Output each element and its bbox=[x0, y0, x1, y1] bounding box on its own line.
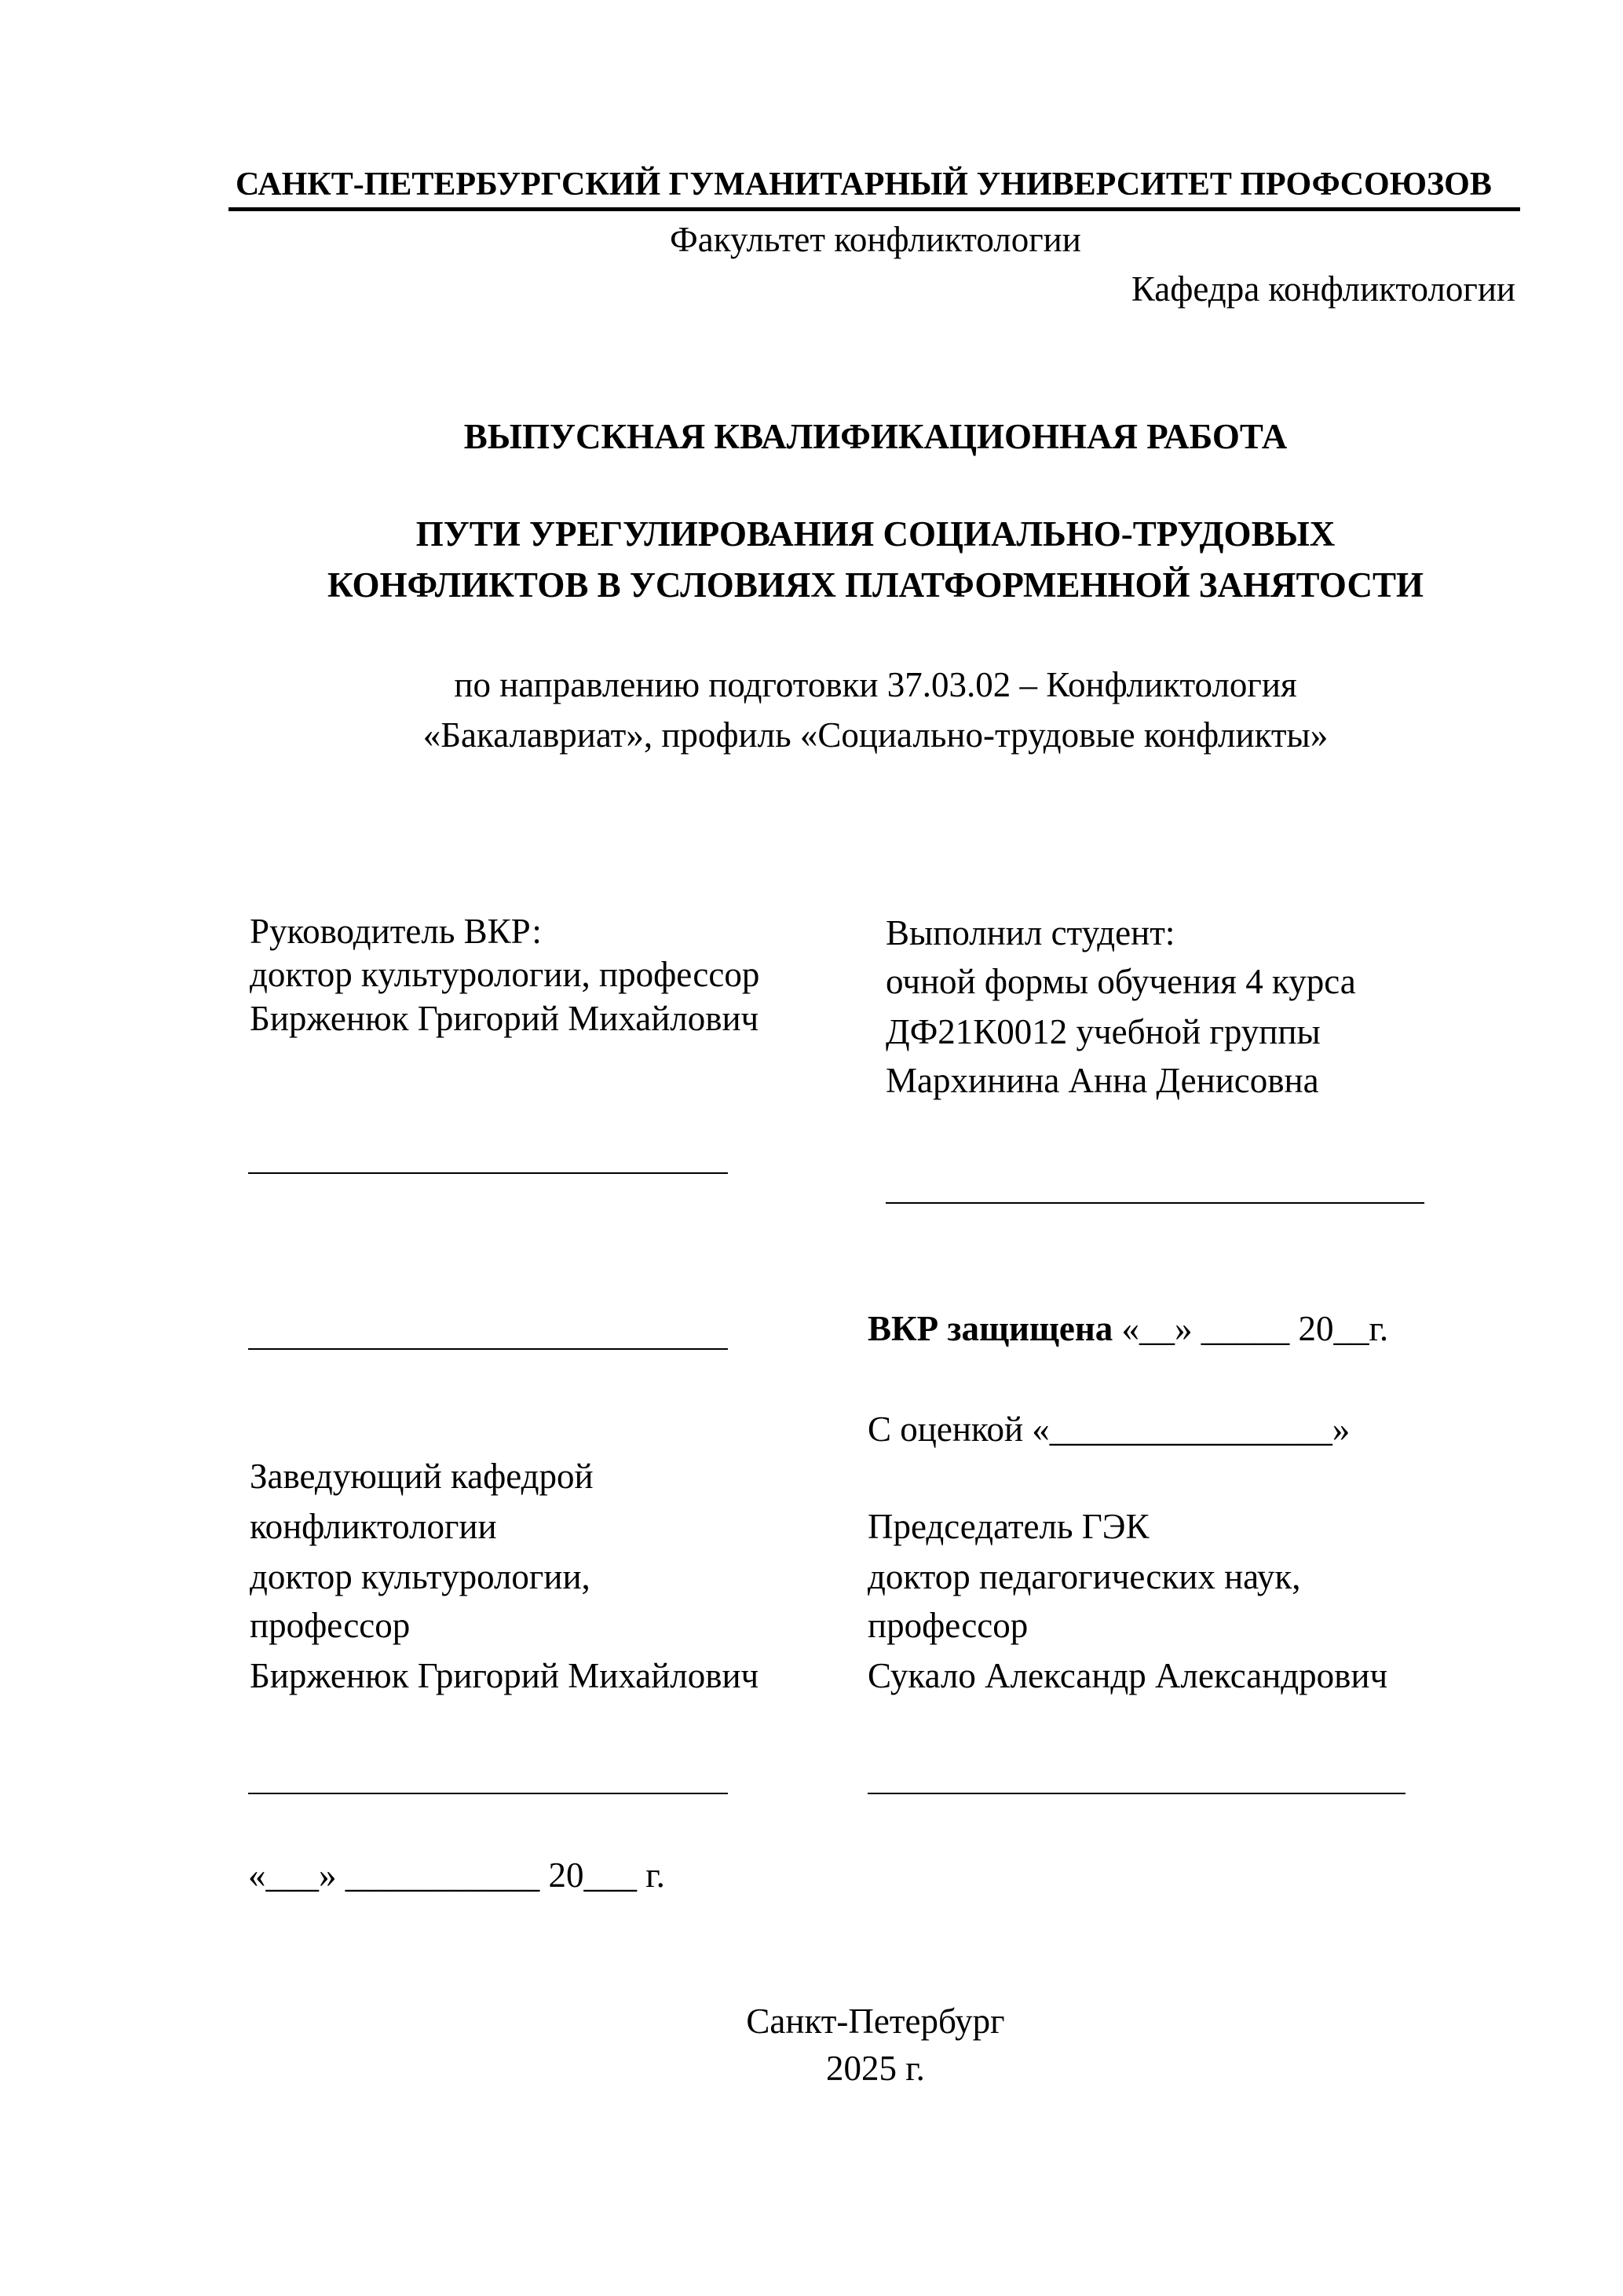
defense-label: ВКР защищена bbox=[868, 1309, 1113, 1348]
chairman-line-2: доктор педагогических наук, bbox=[868, 1557, 1301, 1596]
topic-line-2: КОНФЛИКТОВ В УСЛОВИЯХ ПЛАТФОРМЕННОЙ ЗАНЯТОСТИ bbox=[327, 565, 1424, 605]
head-line-1: Заведующий кафедрой bbox=[250, 1457, 594, 1496]
direction-line-2: «Бакалавриат», профиль «Социально-трудовые конфликты» bbox=[422, 715, 1329, 755]
student-name: Мархинина Анна Денисовна bbox=[886, 1061, 1319, 1100]
student-form: очной формы обучения 4 курса bbox=[886, 962, 1356, 1001]
head-line-2: конфликтологии bbox=[250, 1507, 497, 1546]
defense-grade: С оценкой «________________» bbox=[868, 1409, 1351, 1449]
student-group: ДФ21К0012 учебной группы bbox=[886, 1012, 1321, 1051]
chairman-signature-line bbox=[868, 1793, 1406, 1794]
head-name: Бирженюк Григорий Михайлович bbox=[250, 1656, 759, 1695]
chairman-name: Сукало Александр Александрович bbox=[868, 1656, 1388, 1695]
second-signature-line bbox=[248, 1348, 728, 1350]
direction-line-1: по направлению подготовки 37.03.02 – Конфликтология bbox=[454, 665, 1297, 704]
faculty-name: Факультет конфликтологии bbox=[670, 220, 1081, 259]
footer-year: 2025 г. bbox=[826, 2049, 925, 2088]
supervisor-label: Руководитель ВКР: bbox=[250, 912, 542, 951]
header-rule bbox=[228, 207, 1520, 211]
student-label: Выполнил студент: bbox=[886, 913, 1175, 952]
work-type: ВЫПУСКНАЯ КВАЛИФИКАЦИОННАЯ РАБОТА bbox=[463, 417, 1288, 456]
defense-date bbox=[868, 1305, 1388, 1352]
footer-city: Санкт-Петербург bbox=[746, 2002, 1005, 2041]
head-line-4: профессор bbox=[250, 1606, 411, 1645]
chairman-line-3: профессор bbox=[868, 1606, 1029, 1645]
supervisor-name: Бирженюк Григорий Михайлович bbox=[250, 999, 759, 1038]
supervisor-degree: доктор культурологии, профессор bbox=[250, 955, 760, 994]
student-signature-line bbox=[886, 1202, 1424, 1204]
head-signature-line bbox=[248, 1793, 728, 1794]
date-line: «___» ___________ 20___ г. bbox=[248, 1855, 665, 1895]
chairman-line-1: Председатель ГЭК bbox=[868, 1507, 1150, 1546]
supervisor-signature-line bbox=[248, 1172, 728, 1174]
topic-line-1: ПУТИ УРЕГУЛИРОВАНИЯ СОЦИАЛЬНО-ТРУДОВЫХ bbox=[415, 514, 1336, 554]
defense-date-blank: «__» _____ 20__г. bbox=[1113, 1309, 1389, 1348]
head-line-3: доктор культурологии, bbox=[250, 1557, 590, 1596]
university-name: САНКТ-ПЕТЕРБУРГСКИЙ ГУМАНИТАРНЫЙ УНИВЕРСИТЕТ ПРОФСОЮЗОВ bbox=[236, 166, 1492, 203]
department-name: Кафедра конфликтологии bbox=[1131, 269, 1515, 309]
